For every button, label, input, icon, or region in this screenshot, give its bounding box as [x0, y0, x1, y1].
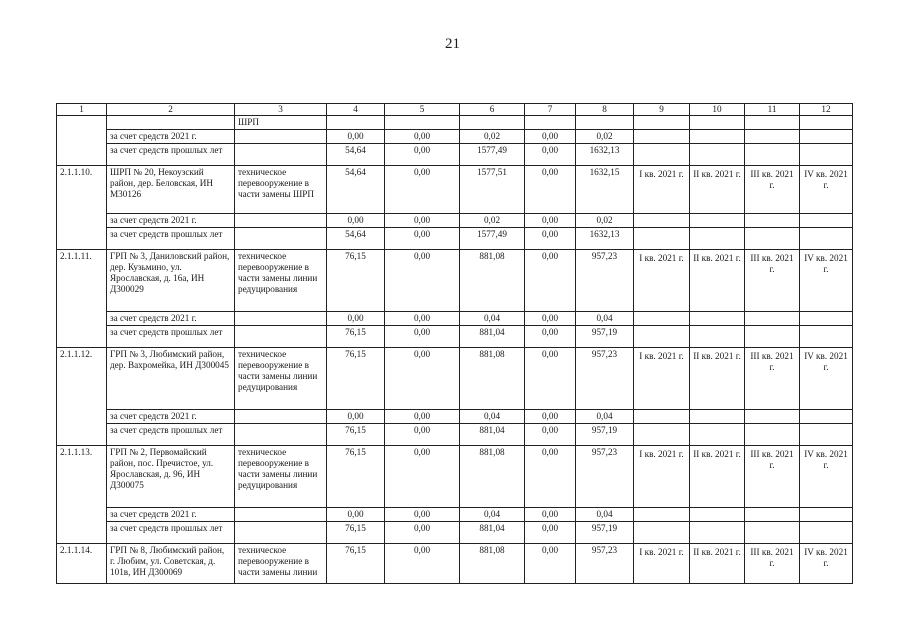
- value-c5: 0,00: [385, 410, 460, 424]
- empty-cell: [745, 130, 800, 144]
- value-c5: 0,00: [385, 326, 460, 348]
- quarter-q4: IV кв. 2021 г.: [800, 446, 853, 508]
- empty-cell: [235, 228, 327, 250]
- value-c6: 881,08: [460, 250, 525, 312]
- column-number: 1: [57, 104, 107, 116]
- funding-row: [57, 228, 853, 250]
- empty-cell: [800, 312, 853, 326]
- empty-cell: [690, 130, 745, 144]
- work-purpose: техническое перевооружение в части замены линии: [235, 544, 327, 584]
- value-c7: 0,00: [525, 250, 576, 312]
- value-c7: 0,00: [525, 130, 576, 144]
- value-c6: 881,08: [460, 544, 525, 584]
- page-number: 21: [445, 36, 460, 52]
- column-number: 4: [327, 104, 385, 116]
- column-number: 11: [745, 104, 800, 116]
- value-c6: 881,08: [460, 446, 525, 508]
- quarter-q1: I кв. 2021 г.: [634, 166, 690, 214]
- value-c4: 0,00: [327, 508, 385, 522]
- empty-cell: [745, 410, 800, 424]
- value-c8: 0,04: [576, 312, 634, 326]
- value-c8: 0,04: [576, 508, 634, 522]
- value-c7: 0,00: [525, 348, 576, 410]
- object-name: ГРП № 3, Даниловский район, дер. Кузьмино, ул. Ярославская, д. 16а, ИН Д300029: [107, 250, 235, 312]
- value-c8: 957,23: [576, 250, 634, 312]
- object-row: [57, 348, 853, 410]
- value-c4: 0,00: [327, 410, 385, 424]
- value-c8: 957,19: [576, 522, 634, 544]
- empty-cell: [235, 312, 327, 326]
- empty-cell: [745, 144, 800, 166]
- value-c7: 0,00: [525, 508, 576, 522]
- empty-cell: [235, 214, 327, 228]
- empty-cell: [634, 144, 690, 166]
- value-c5: 0,00: [385, 544, 460, 584]
- funding-source-label: за счет средств прошлых лет: [107, 522, 235, 544]
- value-c7: 0,00: [525, 144, 576, 166]
- value-c4: 76,15: [327, 424, 385, 446]
- funding-row: [57, 410, 853, 424]
- value-c7: 0,00: [525, 326, 576, 348]
- object-row: [57, 544, 853, 584]
- value-c7: 0,00: [525, 228, 576, 250]
- empty-cell: [634, 522, 690, 544]
- value-c4: 0,00: [327, 312, 385, 326]
- empty-cell: [800, 410, 853, 424]
- empty-cell: [634, 312, 690, 326]
- value-c4: 54,64: [327, 144, 385, 166]
- value-c4: 76,15: [327, 348, 385, 410]
- funding-source-label: за счет средств 2021 г.: [107, 214, 235, 228]
- empty-cell: [745, 116, 800, 130]
- empty-cell: [634, 410, 690, 424]
- item-number: 2.1.1.14.: [57, 544, 107, 584]
- value-c4: 54,64: [327, 166, 385, 214]
- value-c5: 0,00: [385, 348, 460, 410]
- column-number: 12: [800, 104, 853, 116]
- work-purpose: техническое перевооружение в части замены ШРП: [235, 166, 327, 214]
- quarter-q1: I кв. 2021 г.: [634, 446, 690, 508]
- empty-cell: [800, 228, 853, 250]
- empty-cell: [690, 116, 745, 130]
- column-number: 7: [525, 104, 576, 116]
- value-c5: 0,00: [385, 144, 460, 166]
- column-number: 3: [235, 104, 327, 116]
- empty-cell: [235, 326, 327, 348]
- empty-cell: [525, 116, 576, 130]
- empty-cell: [235, 144, 327, 166]
- quarter-q4: IV кв. 2021 г.: [800, 166, 853, 214]
- funding-source-label: за счет средств 2021 г.: [107, 410, 235, 424]
- value-c6: 881,08: [460, 348, 525, 410]
- value-c8: 0,02: [576, 214, 634, 228]
- value-c4: 76,15: [327, 522, 385, 544]
- value-c4: 76,15: [327, 326, 385, 348]
- empty-cell: [235, 410, 327, 424]
- empty-cell: [800, 130, 853, 144]
- empty-cell: [745, 214, 800, 228]
- value-c6: 1577,49: [460, 228, 525, 250]
- empty-cell: [690, 214, 745, 228]
- column-number: 8: [576, 104, 634, 116]
- column-number: 5: [385, 104, 460, 116]
- column-number-row: [57, 104, 853, 116]
- value-c5: 0,00: [385, 228, 460, 250]
- value-c8: 957,23: [576, 446, 634, 508]
- value-c5: 0,00: [385, 446, 460, 508]
- empty-cell: [235, 424, 327, 446]
- value-c4: 76,15: [327, 446, 385, 508]
- value-c6: 0,04: [460, 508, 525, 522]
- funding-row: [57, 144, 853, 166]
- quarter-q2: II кв. 2021 г.: [690, 250, 745, 312]
- value-c8: 0,02: [576, 130, 634, 144]
- quarter-q4: IV кв. 2021 г.: [800, 250, 853, 312]
- purpose-continuation: ШРП: [235, 116, 327, 130]
- value-c7: 0,00: [525, 166, 576, 214]
- work-purpose: техническое перевооружение в части замены линии редуцирования: [235, 348, 327, 410]
- empty-cell: [634, 326, 690, 348]
- funding-row: [57, 130, 853, 144]
- empty-cell: [634, 228, 690, 250]
- object-name: ГРП № 2, Первомайский район, пос. Пречистое, ул. Ярославская, д. 96, ИН Д300075: [107, 446, 235, 508]
- empty-cell: [57, 116, 107, 166]
- empty-cell: [745, 312, 800, 326]
- empty-cell: [327, 116, 385, 130]
- quarter-q1: I кв. 2021 г.: [634, 544, 690, 584]
- empty-cell: [576, 116, 634, 130]
- empty-cell: [800, 144, 853, 166]
- value-c5: 0,00: [385, 130, 460, 144]
- empty-cell: [385, 116, 460, 130]
- value-c5: 0,00: [385, 166, 460, 214]
- empty-cell: [634, 116, 690, 130]
- quarter-q4: IV кв. 2021 г.: [800, 348, 853, 410]
- value-c7: 0,00: [525, 424, 576, 446]
- value-c8: 0,04: [576, 410, 634, 424]
- value-c5: 0,00: [385, 508, 460, 522]
- quarter-q1: I кв. 2021 г.: [634, 348, 690, 410]
- funding-row: [57, 508, 853, 522]
- empty-cell: [690, 144, 745, 166]
- column-number: 9: [634, 104, 690, 116]
- column-number: 10: [690, 104, 745, 116]
- value-c8: 957,23: [576, 544, 634, 584]
- empty-cell: [690, 410, 745, 424]
- item-number: 2.1.1.11.: [57, 250, 107, 348]
- column-number: 2: [107, 104, 235, 116]
- empty-cell: [690, 522, 745, 544]
- value-c8: 957,19: [576, 326, 634, 348]
- object-row: [57, 250, 853, 312]
- value-c7: 0,00: [525, 522, 576, 544]
- quarter-q1: I кв. 2021 г.: [634, 250, 690, 312]
- investment-program-table: [56, 103, 853, 584]
- funding-row: [57, 326, 853, 348]
- value-c4: 0,00: [327, 214, 385, 228]
- object-name: ГРП № 8, Любимский район, г. Любим, ул. Советская, д. 101в, ИН Д300069: [107, 544, 235, 584]
- empty-cell: [800, 424, 853, 446]
- funding-source-label: за счет средств прошлых лет: [107, 424, 235, 446]
- value-c5: 0,00: [385, 424, 460, 446]
- empty-cell: [745, 522, 800, 544]
- value-c6: 1577,49: [460, 144, 525, 166]
- object-row: [57, 446, 853, 508]
- value-c6: 0,02: [460, 214, 525, 228]
- quarter-q3: III кв. 2021 г.: [745, 166, 800, 214]
- value-c6: 0,02: [460, 130, 525, 144]
- funding-source-label: за счет средств 2021 г.: [107, 508, 235, 522]
- value-c7: 0,00: [525, 446, 576, 508]
- funding-source-label: за счет средств 2021 г.: [107, 130, 235, 144]
- work-purpose: техническое перевооружение в части замены линии редуцирования: [235, 446, 327, 508]
- value-c4: 0,00: [327, 130, 385, 144]
- value-c5: 0,00: [385, 522, 460, 544]
- quarter-q4: IV кв. 2021 г.: [800, 544, 853, 584]
- work-purpose: техническое перевооружение в части замены линии редуцирования: [235, 250, 327, 312]
- empty-cell: [634, 214, 690, 228]
- value-c7: 0,00: [525, 544, 576, 584]
- funding-source-label: за счет средств 2021 г.: [107, 312, 235, 326]
- empty-cell: [800, 214, 853, 228]
- quarter-q3: III кв. 2021 г.: [745, 250, 800, 312]
- quarter-q3: III кв. 2021 г.: [745, 348, 800, 410]
- value-c6: 0,04: [460, 410, 525, 424]
- funding-row: [57, 214, 853, 228]
- object-row: [57, 166, 853, 214]
- empty-cell: [235, 508, 327, 522]
- value-c7: 0,00: [525, 312, 576, 326]
- funding-source-label: за счет средств прошлых лет: [107, 228, 235, 250]
- value-c8: 957,23: [576, 348, 634, 410]
- funding-source-label: за счет средств прошлых лет: [107, 326, 235, 348]
- quarter-q2: II кв. 2021 г.: [690, 348, 745, 410]
- empty-cell: [745, 326, 800, 348]
- item-number: 2.1.1.10.: [57, 166, 107, 250]
- funding-row: [57, 424, 853, 446]
- quarter-q3: III кв. 2021 г.: [745, 544, 800, 584]
- empty-cell: [634, 424, 690, 446]
- funding-source-label: за счет средств прошлых лет: [107, 144, 235, 166]
- value-c5: 0,00: [385, 250, 460, 312]
- empty-cell: [690, 228, 745, 250]
- item-number: 2.1.1.13.: [57, 446, 107, 544]
- funding-row: [57, 522, 853, 544]
- object-name: ШРП № 20, Некоузский район, дер. Беловская, ИН М30126: [107, 166, 235, 214]
- funding-row: [57, 312, 853, 326]
- empty-cell: [800, 116, 853, 130]
- column-number: 6: [460, 104, 525, 116]
- empty-cell: [690, 508, 745, 522]
- value-c6: 881,04: [460, 326, 525, 348]
- empty-cell: [634, 130, 690, 144]
- empty-cell: [745, 424, 800, 446]
- continuation-row: [57, 116, 853, 130]
- value-c5: 0,00: [385, 214, 460, 228]
- value-c4: 76,15: [327, 250, 385, 312]
- value-c7: 0,00: [525, 214, 576, 228]
- empty-cell: [235, 522, 327, 544]
- empty-cell: [690, 312, 745, 326]
- object-name: ГРП № 3, Любимский район, дер. Вахромейка, ИН Д300045: [107, 348, 235, 410]
- empty-cell: [745, 228, 800, 250]
- empty-cell: [634, 508, 690, 522]
- empty-cell: [107, 116, 235, 130]
- value-c8: 1632,15: [576, 166, 634, 214]
- value-c4: 54,64: [327, 228, 385, 250]
- value-c8: 1632,13: [576, 228, 634, 250]
- empty-cell: [460, 116, 525, 130]
- quarter-q2: II кв. 2021 г.: [690, 166, 745, 214]
- value-c4: 76,15: [327, 544, 385, 584]
- value-c6: 881,04: [460, 424, 525, 446]
- value-c6: 881,04: [460, 522, 525, 544]
- empty-cell: [235, 130, 327, 144]
- empty-cell: [800, 326, 853, 348]
- empty-cell: [800, 508, 853, 522]
- item-number: 2.1.1.12.: [57, 348, 107, 446]
- value-c6: 1577,51: [460, 166, 525, 214]
- value-c8: 1632,13: [576, 144, 634, 166]
- quarter-q2: II кв. 2021 г.: [690, 544, 745, 584]
- value-c8: 957,19: [576, 424, 634, 446]
- empty-cell: [800, 522, 853, 544]
- empty-cell: [690, 326, 745, 348]
- empty-cell: [745, 508, 800, 522]
- quarter-q2: II кв. 2021 г.: [690, 446, 745, 508]
- value-c6: 0,04: [460, 312, 525, 326]
- value-c7: 0,00: [525, 410, 576, 424]
- value-c5: 0,00: [385, 312, 460, 326]
- empty-cell: [690, 424, 745, 446]
- quarter-q3: III кв. 2021 г.: [745, 446, 800, 508]
